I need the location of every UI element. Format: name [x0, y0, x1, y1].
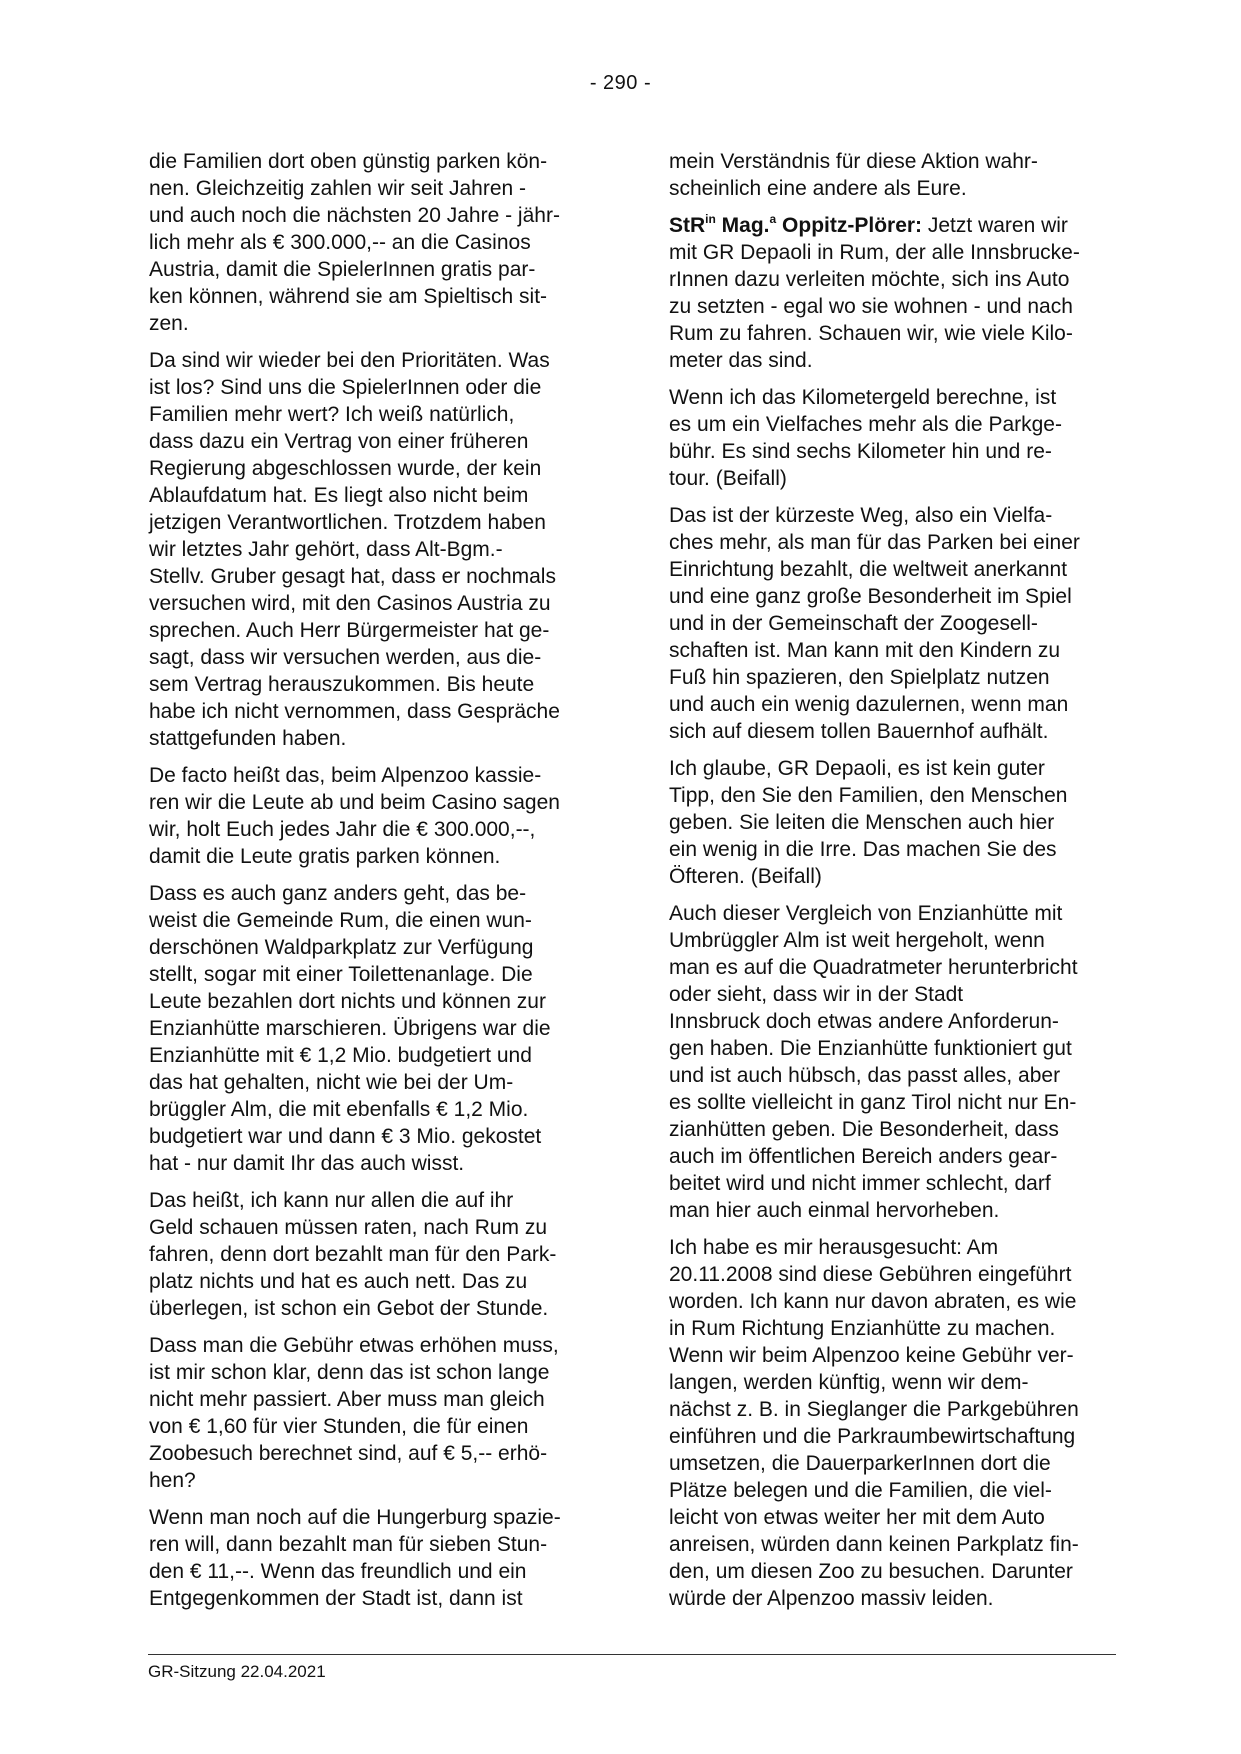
- left-paragraph-6: Dass man die Gebühr etwas erhöhen muss, ist mir schon klar, denn das ist schon lange nicht mehr passiert. Aber muss man gleich von € 1,60 für vier Stunden, die für einen Zoobesuch berechnet sind, auf € 5,-- erhö- hen?: [149, 1334, 559, 1492]
- left-paragraph-1: die Familien dort oben günstig parken kön- nen. Gleichzeitig zahlen wir seit Jahren - und auch noch die nächsten 20 Jahre - jähr- lich mehr als € 300.000,-- an die Casinos Austria, damit die SpielerInnen gratis par- ken können, während sie am Spieltisch sit- zen.: [149, 150, 560, 335]
- speaker-name: StR$^{in}$ Mag.$^a$ Oppitz-Plörer:: [669, 212, 923, 237]
- footer-divider: [148, 1654, 1116, 1655]
- right-paragraph-1: mein Verständnis für diese Aktion wahr- scheinlich eine andere als Eure.: [669, 150, 1038, 200]
- right-paragraph-6: Auch dieser Vergleich von Enzianhütte mit Umbrüggler Alm ist weit hergeholt, wenn man es auf die Quadratmeter herunterbricht oder sieht, dass wir in der Stadt Innsbruck doch etwas andere Anforderun- gen haben. Die Enzianhütte funktioniert gut und ist auch hübsch, das passt alles, aber es sollte vielleicht in ganz Tirol nicht nur En- zianhütten geben. Die Besonderheit, dass auch im öffentlichen Bereich anders gear- beitet wird und nicht immer schlecht, darf man hier auch einmal hervorheben.: [669, 902, 1078, 1222]
- right-paragraph-7: Ich habe es mir herausgesucht: Am 20.11.2008 sind diese Gebühren eingeführt worden. Ich kann nur davon abraten, es wie in Rum Richtung Enzianhütte zu machen. Wenn wir beim Alpenzoo keine Gebühr ver- langen, werden künftig, wenn wir dem- nächst z. B. in Sieglanger die Parkgebühren einführen und die Parkraumbewirtschaftung umsetzen, die DauerparkerInnen dort die Plätze belegen und die Familien, die viel- leicht von etwas weiter her mit dem Auto anreisen, würden dann keinen Parkplatz fin- den, um diesen Zoo zu besuchen. Darunter würde der Alpenzoo massiv leiden.: [669, 1236, 1079, 1610]
- speaker-paragraph: [669, 212, 1121, 374]
- left-paragraph-3: De facto heißt das, beim Alpenzoo kassie- ren wir die Leute ab und beim Casino sagen wir, holt Euch jedes Jahr die € 300.000,--, damit die Leute gratis parken können.: [149, 764, 560, 868]
- left-paragraph-2: Da sind wir wieder bei den Prioritäten. Was ist los? Sind uns die SpielerInnen oder die Familien mehr wert? Ich weiß natürlich, dass dazu ein Vertrag von einer früheren Regierung abgeschlossen wurde, der kein Ablaufdatum hat. Es liegt also nicht beim jetzigen Verantwortlichen. Trotzdem haben wir letztes Jahr gehört, dass Alt-Bgm.- Stellv. Gruber gesagt hat, dass er nochmals versuchen wird, mit den Casinos Austria zu sprechen. Auch Herr Bürgermeister hat ge- sagt, dass wir versuchen werden, aus die- sem Vertrag herauszukommen. Bis heute habe ich nicht vernommen, dass Gespräche stattgefunden haben.: [149, 349, 560, 750]
- right-paragraph-3: Wenn ich das Kilometergeld berechne, ist es um ein Vielfaches mehr als die Parkge- bühr. Es sind sechs Kilometer hin und re- tour. (Beifall): [669, 386, 1062, 490]
- left-paragraph-7: Wenn man noch auf die Hungerburg spazie- ren will, dann bezahlt man für sieben Stun- den € 11,--. Wenn das freundlich und ein Entgegenkommen der Stadt ist, dann ist: [149, 1506, 561, 1610]
- left-paragraph-5: Das heißt, ich kann nur allen die auf ihr Geld schauen müssen raten, nach Rum zu fahren, denn dort bezahlt man für den Park- platz nichts und hat es auch nett. Das zu überlegen, ist schon ein Gebot der Stunde.: [149, 1189, 557, 1320]
- right-column: [669, 148, 1121, 1622]
- right-paragraph-4: Das ist der kürzeste Weg, also ein Vielfa- ches mehr, als man für das Parken bei einer Einrichtung bezahlt, die weltweit anerkannt und eine ganz große Besonderheit im Spiel und in der Gemeinschaft der Zoogesell- schaften ist. Man kann mit den Kindern zu Fuß hin spazieren, den Spielplatz nutzen und auch ein wenig dazulernen, wenn man sich auf diesem tollen Bauernhof aufhält.: [669, 504, 1080, 743]
- footer-session-date: GR-Sitzung 22.04.2021: [148, 1662, 326, 1681]
- left-paragraph-4: Dass es auch ganz anders geht, das be- weist die Gemeinde Rum, die einen wun- derschönen Waldparkplatz zur Verfügung stellt, sogar mit einer Toilettenanlage. Die Leute bezahlen dort nichts und können zur Enzianhütte marschieren. Übrigens war die Enzianhütte mit € 1,2 Mio. budgetiert und das hat gehalten, nicht wie bei der Um- brüggler Alm, die mit ebenfalls € 1,2 Mio. budgetiert war und dann € 3 Mio. gekostet hat - nur damit Ihr das auch wisst.: [149, 882, 551, 1175]
- right-paragraph-5: Ich glaube, GR Depaoli, es ist kein guter Tipp, den Sie den Familien, den Menschen geben. Sie leiten die Menschen auch hier ein wenig in die Irre. Das machen Sie des Öfteren. (Beifall): [669, 757, 1068, 888]
- left-column: [149, 148, 601, 1622]
- page-number: - 290 -: [589, 72, 652, 94]
- speaker-statement: Jetzt waren wir mit GR Depaoli in Rum, der alle Innsbrucke- rInnen dazu verleiten möchte, sich ins Auto zu setzten - egal wo sie wohnen - und nach Rum zu fahren. Schauen wir, wie viele Kilo- meter das sind.: [669, 214, 1080, 372]
